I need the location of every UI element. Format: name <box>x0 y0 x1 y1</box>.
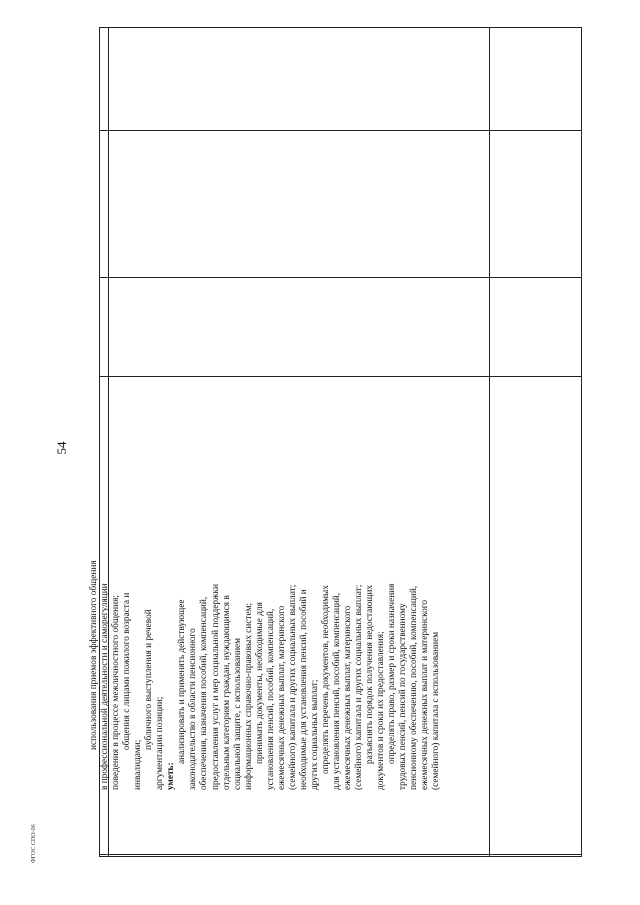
text-line: определять перечень документов, необходимых <box>320 585 331 774</box>
table-divider-1 <box>99 130 582 131</box>
text-line: разъяснять порядок получения недостающих <box>365 584 376 764</box>
text-line: анализировать и применять действующее <box>177 599 188 764</box>
text-line: принимать документы, необходимые для <box>254 602 265 764</box>
text-line: обеспечения, назначения пособий, компенсаций, <box>199 596 210 790</box>
text-line: пенсионному обеспечению, пособий, компенсаций, <box>409 585 420 790</box>
text-line: предоставления услуг и мер социальной поддержки <box>210 584 221 790</box>
text-line: (семейного) капитала и других социальных выплат; <box>354 584 365 790</box>
text-line: информационных справочно-правовых систем; <box>243 602 254 790</box>
text-line: определять право, размер и сроки назначения <box>387 583 398 764</box>
requirements-text-cell <box>85 492 555 792</box>
text-line: ежемесячных денежных выплат, материнского <box>276 605 287 790</box>
text-line: (семейного) капитала с использованием <box>431 631 442 790</box>
text-line: инвалидами; <box>133 739 144 790</box>
text-line: других социальных выплат; <box>309 679 320 790</box>
text-line: документов и сроки их предоставления; <box>376 631 387 790</box>
text-line: трудовых пенсий, пенсий по государственному <box>398 603 409 790</box>
section-heading: уметь: <box>166 762 177 790</box>
footer-code: ФГОС СПО-06 <box>31 824 37 863</box>
table-divider-4 <box>99 854 582 855</box>
text-line: (семейного) капитала и других социальных выплат; <box>287 584 298 790</box>
text-line: использования приемов эффективного общения <box>89 560 99 750</box>
text-line: в профессиональной деятельности и саморегуляции <box>100 583 111 790</box>
table-divider-3 <box>99 376 582 377</box>
text-line: для установления пенсий, пособий, компенсаций, <box>332 592 343 790</box>
text-line: установления пенсий, пособий, компенсаций, <box>265 608 276 790</box>
text-line: социальной защите, с использованием <box>232 637 243 790</box>
text-line: законодательство в области пенсионного <box>188 628 199 790</box>
text-line: необходимые для установления пенсий, пособий и <box>298 589 309 790</box>
text-line: аргументации позиции; <box>155 696 166 790</box>
text-line: публичного выступления и речевой <box>144 609 155 750</box>
text-line: ежемесячных денежных выплат и материнского <box>420 599 431 790</box>
table-divider-2 <box>99 277 582 278</box>
text-line: общения с лицами пожилого возраста и <box>122 592 133 750</box>
page-number: 54 <box>54 441 69 455</box>
text-line: поведения в процессе межличностного общения; <box>111 595 122 790</box>
text-line: отдельным категориям граждан, нуждающимся в <box>221 595 232 790</box>
text-line: ежемесячных денежных выплат, материнского <box>343 605 354 790</box>
